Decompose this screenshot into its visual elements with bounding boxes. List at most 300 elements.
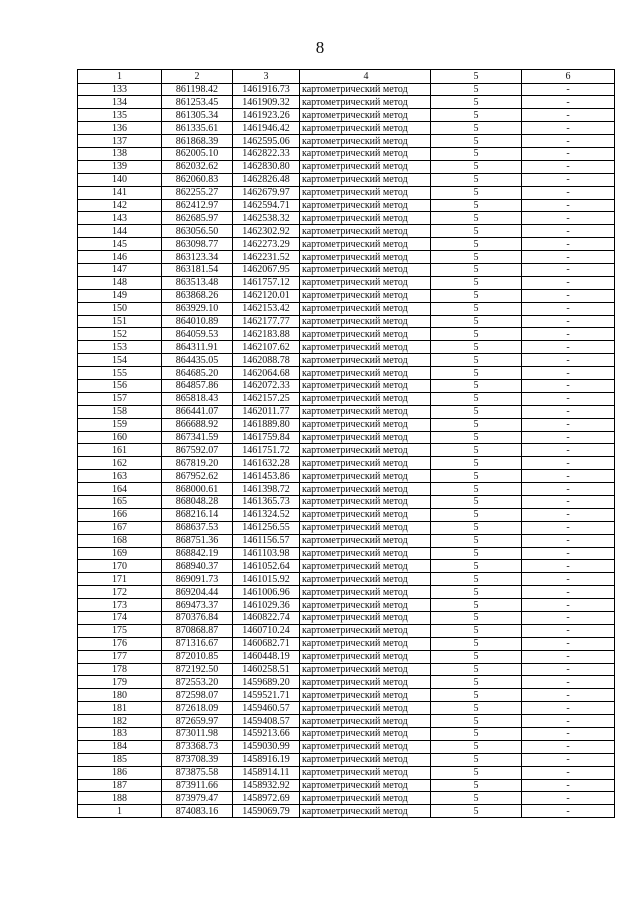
note-cell: - bbox=[522, 96, 615, 109]
accuracy-cell: 5 bbox=[431, 173, 522, 186]
x-coordinate-cell: 872010.85 bbox=[162, 650, 233, 663]
table-row bbox=[78, 96, 615, 109]
accuracy-cell: 5 bbox=[431, 379, 522, 392]
method-cell: картометрический метод bbox=[300, 508, 431, 521]
y-coordinate-cell: 1461324.52 bbox=[233, 508, 300, 521]
column-header-5: 5 bbox=[431, 70, 522, 84]
point-number-cell: 158 bbox=[78, 405, 162, 418]
method-cell: картометрический метод bbox=[300, 135, 431, 148]
method-cell: картометрический метод bbox=[300, 96, 431, 109]
method-cell: картометрический метод bbox=[300, 624, 431, 637]
point-number-cell: 176 bbox=[78, 637, 162, 650]
note-cell: - bbox=[522, 147, 615, 160]
point-number-cell: 145 bbox=[78, 238, 162, 251]
x-coordinate-cell: 864010.89 bbox=[162, 315, 233, 328]
table-row bbox=[78, 805, 615, 818]
note-cell: - bbox=[522, 457, 615, 470]
accuracy-cell: 5 bbox=[431, 496, 522, 509]
method-cell: картометрический метод bbox=[300, 689, 431, 702]
note-cell: - bbox=[522, 637, 615, 650]
note-cell: - bbox=[522, 405, 615, 418]
method-cell: картометрический метод bbox=[300, 779, 431, 792]
method-cell: картометрический метод bbox=[300, 341, 431, 354]
y-coordinate-cell: 1461757.12 bbox=[233, 276, 300, 289]
note-cell: - bbox=[522, 663, 615, 676]
note-cell: - bbox=[522, 367, 615, 380]
point-number-cell: 185 bbox=[78, 753, 162, 766]
table-row bbox=[78, 483, 615, 496]
y-coordinate-cell: 1460448.19 bbox=[233, 650, 300, 663]
method-cell: картометрический метод bbox=[300, 496, 431, 509]
note-cell: - bbox=[522, 740, 615, 753]
point-number-cell: 163 bbox=[78, 470, 162, 483]
x-coordinate-cell: 868637.53 bbox=[162, 521, 233, 534]
accuracy-cell: 5 bbox=[431, 612, 522, 625]
table-row bbox=[78, 715, 615, 728]
point-number-cell: 182 bbox=[78, 715, 162, 728]
x-coordinate-cell: 868842.19 bbox=[162, 547, 233, 560]
accuracy-cell: 5 bbox=[431, 431, 522, 444]
x-coordinate-cell: 870868.87 bbox=[162, 624, 233, 637]
point-number-cell: 166 bbox=[78, 508, 162, 521]
table-row bbox=[78, 728, 615, 741]
method-cell: картометрический метод bbox=[300, 173, 431, 186]
method-cell: картометрический метод bbox=[300, 702, 431, 715]
point-number-cell: 180 bbox=[78, 689, 162, 702]
y-coordinate-cell: 1462011.77 bbox=[233, 405, 300, 418]
point-number-cell: 162 bbox=[78, 457, 162, 470]
x-coordinate-cell: 869091.73 bbox=[162, 573, 233, 586]
table-row bbox=[78, 263, 615, 276]
y-coordinate-cell: 1462538.32 bbox=[233, 212, 300, 225]
note-cell: - bbox=[522, 470, 615, 483]
note-cell: - bbox=[522, 109, 615, 122]
note-cell: - bbox=[522, 122, 615, 135]
point-number-cell: 187 bbox=[78, 779, 162, 792]
note-cell: - bbox=[522, 328, 615, 341]
accuracy-cell: 5 bbox=[431, 599, 522, 612]
point-number-cell: 165 bbox=[78, 496, 162, 509]
method-cell: картометрический метод bbox=[300, 263, 431, 276]
table-row bbox=[78, 225, 615, 238]
accuracy-cell: 5 bbox=[431, 457, 522, 470]
accuracy-cell: 5 bbox=[431, 792, 522, 805]
y-coordinate-cell: 1462594.71 bbox=[233, 199, 300, 212]
accuracy-cell: 5 bbox=[431, 96, 522, 109]
table-row bbox=[78, 689, 615, 702]
note-cell: - bbox=[522, 624, 615, 637]
table-row bbox=[78, 379, 615, 392]
x-coordinate-cell: 872598.07 bbox=[162, 689, 233, 702]
accuracy-cell: 5 bbox=[431, 315, 522, 328]
point-number-cell: 157 bbox=[78, 392, 162, 405]
x-coordinate-cell: 872553.20 bbox=[162, 676, 233, 689]
x-coordinate-cell: 870376.84 bbox=[162, 612, 233, 625]
method-cell: картометрический метод bbox=[300, 560, 431, 573]
x-coordinate-cell: 861335.61 bbox=[162, 122, 233, 135]
method-cell: картометрический метод bbox=[300, 328, 431, 341]
y-coordinate-cell: 1459213.66 bbox=[233, 728, 300, 741]
point-number-cell: 141 bbox=[78, 186, 162, 199]
y-coordinate-cell: 1462107.62 bbox=[233, 341, 300, 354]
table-row bbox=[78, 367, 615, 380]
table-row bbox=[78, 122, 615, 135]
accuracy-cell: 5 bbox=[431, 289, 522, 302]
y-coordinate-cell: 1462822.33 bbox=[233, 147, 300, 160]
table-row bbox=[78, 521, 615, 534]
table-row bbox=[78, 779, 615, 792]
x-coordinate-cell: 864435.05 bbox=[162, 354, 233, 367]
y-coordinate-cell: 1462157.25 bbox=[233, 392, 300, 405]
point-number-cell: 160 bbox=[78, 431, 162, 444]
note-cell: - bbox=[522, 135, 615, 148]
method-cell: картометрический метод bbox=[300, 315, 431, 328]
accuracy-cell: 5 bbox=[431, 302, 522, 315]
note-cell: - bbox=[522, 612, 615, 625]
note-cell: - bbox=[522, 276, 615, 289]
note-cell: - bbox=[522, 586, 615, 599]
x-coordinate-cell: 861868.39 bbox=[162, 135, 233, 148]
method-cell: картометрический метод bbox=[300, 418, 431, 431]
point-number-cell: 137 bbox=[78, 135, 162, 148]
y-coordinate-cell: 1459408.57 bbox=[233, 715, 300, 728]
note-cell: - bbox=[522, 496, 615, 509]
table-row bbox=[78, 586, 615, 599]
x-coordinate-cell: 861198.42 bbox=[162, 83, 233, 96]
method-cell: картометрический метод bbox=[300, 805, 431, 818]
x-coordinate-cell: 862685.97 bbox=[162, 212, 233, 225]
method-cell: картометрический метод bbox=[300, 83, 431, 96]
point-number-cell: 171 bbox=[78, 573, 162, 586]
x-coordinate-cell: 873011.98 bbox=[162, 728, 233, 741]
y-coordinate-cell: 1461029.36 bbox=[233, 599, 300, 612]
y-coordinate-cell: 1461946.42 bbox=[233, 122, 300, 135]
y-coordinate-cell: 1462183.88 bbox=[233, 328, 300, 341]
point-number-cell: 134 bbox=[78, 96, 162, 109]
point-number-cell: 150 bbox=[78, 302, 162, 315]
table-row bbox=[78, 508, 615, 521]
x-coordinate-cell: 863868.26 bbox=[162, 289, 233, 302]
x-coordinate-cell: 866441.07 bbox=[162, 405, 233, 418]
y-coordinate-cell: 1462830.80 bbox=[233, 160, 300, 173]
method-cell: картометрический метод bbox=[300, 534, 431, 547]
method-cell: картометрический метод bbox=[300, 251, 431, 264]
table-row bbox=[78, 753, 615, 766]
point-number-cell: 135 bbox=[78, 109, 162, 122]
y-coordinate-cell: 1461015.92 bbox=[233, 573, 300, 586]
method-cell: картометрический метод bbox=[300, 276, 431, 289]
method-cell: картометрический метод bbox=[300, 238, 431, 251]
method-cell: картометрический метод bbox=[300, 354, 431, 367]
table-row bbox=[78, 547, 615, 560]
point-number-cell: 156 bbox=[78, 379, 162, 392]
note-cell: - bbox=[522, 547, 615, 560]
accuracy-cell: 5 bbox=[431, 109, 522, 122]
table-row bbox=[78, 444, 615, 457]
accuracy-cell: 5 bbox=[431, 147, 522, 160]
x-coordinate-cell: 868751.36 bbox=[162, 534, 233, 547]
point-number-cell: 161 bbox=[78, 444, 162, 457]
accuracy-cell: 5 bbox=[431, 663, 522, 676]
note-cell: - bbox=[522, 418, 615, 431]
point-number-cell: 184 bbox=[78, 740, 162, 753]
point-number-cell: 186 bbox=[78, 766, 162, 779]
note-cell: - bbox=[522, 160, 615, 173]
note-cell: - bbox=[522, 379, 615, 392]
y-coordinate-cell: 1459521.71 bbox=[233, 689, 300, 702]
point-number-cell: 173 bbox=[78, 599, 162, 612]
y-coordinate-cell: 1462064.68 bbox=[233, 367, 300, 380]
y-coordinate-cell: 1462679.97 bbox=[233, 186, 300, 199]
x-coordinate-cell: 868940.37 bbox=[162, 560, 233, 573]
point-number-cell: 133 bbox=[78, 83, 162, 96]
note-cell: - bbox=[522, 508, 615, 521]
x-coordinate-cell: 868000.61 bbox=[162, 483, 233, 496]
note-cell: - bbox=[522, 444, 615, 457]
method-cell: картометрический метод bbox=[300, 766, 431, 779]
x-coordinate-cell: 864857.86 bbox=[162, 379, 233, 392]
table-row bbox=[78, 457, 615, 470]
note-cell: - bbox=[522, 199, 615, 212]
table-row bbox=[78, 251, 615, 264]
y-coordinate-cell: 1461889.80 bbox=[233, 418, 300, 431]
y-coordinate-cell: 1462231.52 bbox=[233, 251, 300, 264]
method-cell: картометрический метод bbox=[300, 289, 431, 302]
point-number-cell: 144 bbox=[78, 225, 162, 238]
point-number-cell: 153 bbox=[78, 341, 162, 354]
accuracy-cell: 5 bbox=[431, 740, 522, 753]
point-number-cell: 167 bbox=[78, 521, 162, 534]
table-row bbox=[78, 470, 615, 483]
point-number-cell: 1 bbox=[78, 805, 162, 818]
y-coordinate-cell: 1462072.33 bbox=[233, 379, 300, 392]
point-number-cell: 139 bbox=[78, 160, 162, 173]
table-header-row bbox=[78, 70, 615, 84]
x-coordinate-cell: 864059.53 bbox=[162, 328, 233, 341]
accuracy-cell: 5 bbox=[431, 251, 522, 264]
note-cell: - bbox=[522, 702, 615, 715]
table-row bbox=[78, 676, 615, 689]
x-coordinate-cell: 863513.48 bbox=[162, 276, 233, 289]
x-coordinate-cell: 862005.10 bbox=[162, 147, 233, 160]
note-cell: - bbox=[522, 186, 615, 199]
accuracy-cell: 5 bbox=[431, 405, 522, 418]
y-coordinate-cell: 1462088.78 bbox=[233, 354, 300, 367]
table-row bbox=[78, 83, 615, 96]
y-coordinate-cell: 1462302.92 bbox=[233, 225, 300, 238]
accuracy-cell: 5 bbox=[431, 779, 522, 792]
method-cell: картометрический метод bbox=[300, 483, 431, 496]
y-coordinate-cell: 1461103.98 bbox=[233, 547, 300, 560]
accuracy-cell: 5 bbox=[431, 753, 522, 766]
accuracy-cell: 5 bbox=[431, 160, 522, 173]
method-cell: картометрический метод bbox=[300, 547, 431, 560]
table-row bbox=[78, 173, 615, 186]
note-cell: - bbox=[522, 792, 615, 805]
table-row bbox=[78, 534, 615, 547]
y-coordinate-cell: 1461923.26 bbox=[233, 109, 300, 122]
y-coordinate-cell: 1461909.32 bbox=[233, 96, 300, 109]
note-cell: - bbox=[522, 805, 615, 818]
x-coordinate-cell: 862255.27 bbox=[162, 186, 233, 199]
accuracy-cell: 5 bbox=[431, 586, 522, 599]
accuracy-cell: 5 bbox=[431, 354, 522, 367]
x-coordinate-cell: 871316.67 bbox=[162, 637, 233, 650]
table-row bbox=[78, 212, 615, 225]
x-coordinate-cell: 868216.14 bbox=[162, 508, 233, 521]
table-row bbox=[78, 302, 615, 315]
y-coordinate-cell: 1460710.24 bbox=[233, 624, 300, 637]
note-cell: - bbox=[522, 354, 615, 367]
y-coordinate-cell: 1461156.57 bbox=[233, 534, 300, 547]
method-cell: картометрический метод bbox=[300, 470, 431, 483]
accuracy-cell: 5 bbox=[431, 470, 522, 483]
method-cell: картометрический метод bbox=[300, 753, 431, 766]
x-coordinate-cell: 862412.97 bbox=[162, 199, 233, 212]
x-coordinate-cell: 873911.66 bbox=[162, 779, 233, 792]
method-cell: картометрический метод bbox=[300, 599, 431, 612]
accuracy-cell: 5 bbox=[431, 715, 522, 728]
point-number-cell: 164 bbox=[78, 483, 162, 496]
point-number-cell: 177 bbox=[78, 650, 162, 663]
note-cell: - bbox=[522, 689, 615, 702]
x-coordinate-cell: 864311.91 bbox=[162, 341, 233, 354]
column-header-6: 6 bbox=[522, 70, 615, 84]
y-coordinate-cell: 1462067.95 bbox=[233, 263, 300, 276]
x-coordinate-cell: 869204.44 bbox=[162, 586, 233, 599]
x-coordinate-cell: 863123.34 bbox=[162, 251, 233, 264]
x-coordinate-cell: 861305.34 bbox=[162, 109, 233, 122]
method-cell: картометрический метод bbox=[300, 212, 431, 225]
accuracy-cell: 5 bbox=[431, 328, 522, 341]
table-body bbox=[78, 83, 615, 818]
method-cell: картометрический метод bbox=[300, 612, 431, 625]
x-coordinate-cell: 872659.97 bbox=[162, 715, 233, 728]
method-cell: картометрический метод bbox=[300, 728, 431, 741]
method-cell: картометрический метод bbox=[300, 122, 431, 135]
table-row bbox=[78, 405, 615, 418]
x-coordinate-cell: 867952.62 bbox=[162, 470, 233, 483]
method-cell: картометрический метод bbox=[300, 302, 431, 315]
method-cell: картометрический метод bbox=[300, 586, 431, 599]
point-number-cell: 152 bbox=[78, 328, 162, 341]
y-coordinate-cell: 1461916.73 bbox=[233, 83, 300, 96]
table-row bbox=[78, 160, 615, 173]
method-cell: картометрический метод bbox=[300, 147, 431, 160]
column-header-2: 2 bbox=[162, 70, 233, 84]
y-coordinate-cell: 1462595.06 bbox=[233, 135, 300, 148]
table-row bbox=[78, 599, 615, 612]
x-coordinate-cell: 864685.20 bbox=[162, 367, 233, 380]
y-coordinate-cell: 1459069.79 bbox=[233, 805, 300, 818]
x-coordinate-cell: 872192.50 bbox=[162, 663, 233, 676]
note-cell: - bbox=[522, 173, 615, 186]
page-number: 8 bbox=[315, 38, 325, 57]
method-cell: картометрический метод bbox=[300, 431, 431, 444]
point-number-cell: 147 bbox=[78, 263, 162, 276]
note-cell: - bbox=[522, 676, 615, 689]
note-cell: - bbox=[522, 753, 615, 766]
accuracy-cell: 5 bbox=[431, 122, 522, 135]
accuracy-cell: 5 bbox=[431, 444, 522, 457]
y-coordinate-cell: 1459460.57 bbox=[233, 702, 300, 715]
table-row bbox=[78, 663, 615, 676]
accuracy-cell: 5 bbox=[431, 560, 522, 573]
note-cell: - bbox=[522, 263, 615, 276]
note-cell: - bbox=[522, 431, 615, 444]
table-row bbox=[78, 560, 615, 573]
method-cell: картометрический метод bbox=[300, 792, 431, 805]
table-row bbox=[78, 740, 615, 753]
accuracy-cell: 5 bbox=[431, 508, 522, 521]
accuracy-cell: 5 bbox=[431, 238, 522, 251]
x-coordinate-cell: 862032.62 bbox=[162, 160, 233, 173]
table-row bbox=[78, 341, 615, 354]
accuracy-cell: 5 bbox=[431, 624, 522, 637]
note-cell: - bbox=[522, 251, 615, 264]
table-row bbox=[78, 418, 615, 431]
accuracy-cell: 5 bbox=[431, 83, 522, 96]
accuracy-cell: 5 bbox=[431, 367, 522, 380]
x-coordinate-cell: 862060.83 bbox=[162, 173, 233, 186]
table-row bbox=[78, 147, 615, 160]
note-cell: - bbox=[522, 83, 615, 96]
note-cell: - bbox=[522, 521, 615, 534]
note-cell: - bbox=[522, 728, 615, 741]
table-row bbox=[78, 289, 615, 302]
column-header-1: 1 bbox=[78, 70, 162, 84]
note-cell: - bbox=[522, 715, 615, 728]
method-cell: картометрический метод bbox=[300, 392, 431, 405]
accuracy-cell: 5 bbox=[431, 263, 522, 276]
x-coordinate-cell: 867341.59 bbox=[162, 431, 233, 444]
point-number-cell: 174 bbox=[78, 612, 162, 625]
accuracy-cell: 5 bbox=[431, 276, 522, 289]
method-cell: картометрический метод bbox=[300, 160, 431, 173]
method-cell: картометрический метод bbox=[300, 199, 431, 212]
method-cell: картометрический метод bbox=[300, 405, 431, 418]
accuracy-cell: 5 bbox=[431, 728, 522, 741]
method-cell: картометрический метод bbox=[300, 637, 431, 650]
method-cell: картометрический метод bbox=[300, 676, 431, 689]
accuracy-cell: 5 bbox=[431, 418, 522, 431]
note-cell: - bbox=[522, 779, 615, 792]
table-row bbox=[78, 612, 615, 625]
method-cell: картометрический метод bbox=[300, 186, 431, 199]
x-coordinate-cell: 874083.16 bbox=[162, 805, 233, 818]
point-number-cell: 142 bbox=[78, 199, 162, 212]
y-coordinate-cell: 1458972.69 bbox=[233, 792, 300, 805]
table-row bbox=[78, 328, 615, 341]
table-row bbox=[78, 792, 615, 805]
y-coordinate-cell: 1461751.72 bbox=[233, 444, 300, 457]
point-number-cell: 170 bbox=[78, 560, 162, 573]
point-number-cell: 169 bbox=[78, 547, 162, 560]
y-coordinate-cell: 1461256.55 bbox=[233, 521, 300, 534]
method-cell: картометрический метод bbox=[300, 457, 431, 470]
point-number-cell: 140 bbox=[78, 173, 162, 186]
table-row bbox=[78, 109, 615, 122]
y-coordinate-cell: 1461632.28 bbox=[233, 457, 300, 470]
y-coordinate-cell: 1459030.99 bbox=[233, 740, 300, 753]
y-coordinate-cell: 1461453.86 bbox=[233, 470, 300, 483]
note-cell: - bbox=[522, 573, 615, 586]
x-coordinate-cell: 868048.28 bbox=[162, 496, 233, 509]
note-cell: - bbox=[522, 212, 615, 225]
point-number-cell: 172 bbox=[78, 586, 162, 599]
accuracy-cell: 5 bbox=[431, 766, 522, 779]
note-cell: - bbox=[522, 560, 615, 573]
